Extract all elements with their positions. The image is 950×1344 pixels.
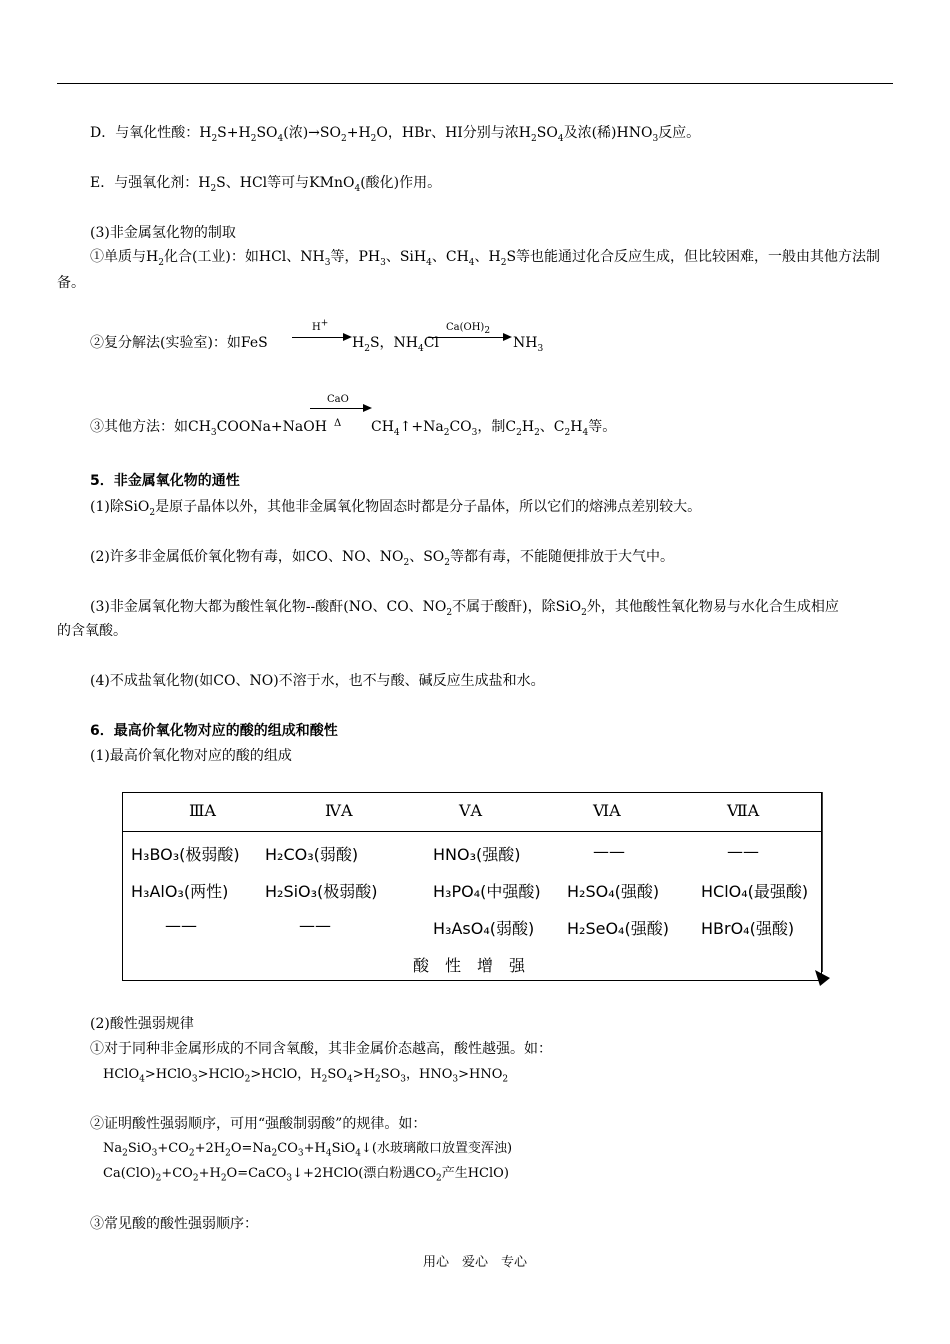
line-5-4: (4)不成盐氧化物(如CO、NO)不溶于水，也不与酸、碱反应生成盐和水。	[90, 673, 545, 689]
table-cell: HBrO₄(强酸)	[701, 919, 795, 938]
table-cell: HNO₃(强酸)	[433, 845, 521, 864]
table-cell: H₃AsO₄(弱酸)	[433, 919, 535, 938]
table-cell: ——	[593, 842, 625, 861]
line-3-1: ①单质与$H_2$化合(工业)：如HCl、$NH_3$等，$PH_3$、SiH$_4$、$CH_4$、$H_2S$等也能通过化合反应生成，但比较困难，一般由其他方法制	[90, 249, 881, 268]
formula-6-2-1: HClO$_4$>HClO$_3$>HClO$_2$>HClO，$H_2SO_4>H_2SO_3$，$HNO_3>HNO_2$	[103, 1067, 509, 1085]
line-6-2-2: ②证明酸性强弱顺序，可用“强酸制弱酸”的规律。如：	[90, 1116, 427, 1132]
line-3-2b: $H_2S$，$NH_4Cl$	[352, 335, 439, 354]
arrow-ca-oh: $Ca(OH)_2$	[428, 322, 514, 346]
table-header: ⅤA	[459, 801, 483, 820]
acidity-trend-label: 酸 性 增 强	[413, 956, 526, 975]
table-cell: ——	[165, 916, 197, 935]
table-header: ⅢA	[189, 801, 216, 820]
table-cell: HClO₄(最强酸)	[701, 882, 809, 901]
line-d: D．与氧化性酸：$H_2S+H_2SO_4$(浓)$\to SO_2+H_2O$，HBr、HI分别与浓$H_2SO_4$及浓(稀)$HNO_3$反应。	[90, 125, 701, 144]
table-cell: H₂SiO₃(极弱酸)	[265, 882, 378, 901]
table-cell: ——	[727, 842, 759, 861]
line-6-1: (1)最高价氧化物对应的酸的组成	[90, 748, 292, 764]
line-3-2a: ②复分解法(实验室)：如FeS	[90, 335, 268, 351]
acidity-trend-arrow	[812, 792, 834, 988]
line-e: E．与强氧化剂：$H_2S$、HCl等可与KMnO$_4$(酸化)作用。	[90, 175, 442, 194]
arrow-cao-heat: CaO Δ	[310, 394, 372, 434]
formula-6-2-2a: $Na_2SiO_3+CO_2+2H_2O=Na_2CO_3+H_4SiO_4↓$(水玻璃敞口放置变浑浊)	[103, 1141, 513, 1159]
table-cell: H₂CO₃(弱酸)	[265, 845, 359, 864]
line-5-2: (2)许多非金属低价氧化物有毒，如CO、NO、$NO_2$、$SO_2$等都有毒，不能随便排放于大气中。	[90, 549, 675, 568]
line-5-3: (3)非金属氧化物大都为酸性氧化物--酸酐(NO、CO、$NO_2$不属于酸酐)，除SiO$_2$外，其他酸性氧化物易与水化合生成相应	[90, 599, 839, 618]
line-6-2: (2)酸性强弱规律	[90, 1016, 194, 1032]
table-cell: H₃PO₄(中强酸)	[433, 882, 541, 901]
line-6-2-3: ③常见酸的酸性强弱顺序：	[90, 1216, 258, 1232]
line-5-3-cont: 的含氧酸。	[57, 623, 127, 639]
line-3-3a: ③其他方法：如$CH_3COONa+NaOH$	[90, 419, 327, 438]
line-5-1: (1)除SiO$_2$是原子晶体以外，其他非金属氧化物固态时都是分子晶体，所以它们的熔沸点差别较大。	[90, 499, 702, 518]
table-cell: H₃AlO₃(两性)	[131, 882, 229, 901]
header-rule	[57, 83, 893, 84]
line-3-1-cont: 备。	[57, 275, 85, 291]
line-3-3b: $CH_4↑+Na_2CO_3$，制$C_2H_2$、$C_2H_4$等。	[371, 419, 617, 438]
page-footer: 用心 爱心 专心	[422, 1255, 527, 1270]
table-cell: H₃BO₃(极弱酸)	[131, 845, 240, 864]
line-6-2-1: ①对于同种非金属形成的不同含氧酸，其非金属价态越高，酸性越强。如：	[90, 1041, 552, 1057]
line-3-2c: $NH_3$	[513, 335, 544, 354]
section-6-title: 6．最高价氧化物对应的酸的组成和酸性	[90, 723, 338, 739]
table-cell: H₂SO₄(强酸)	[567, 882, 660, 901]
table-header: ⅥA	[593, 801, 621, 820]
section-3-title: (3)非金属氢化物的制取	[90, 225, 236, 241]
arrow-h-plus: H+	[292, 322, 352, 346]
table-cell: H₂SeO₄(强酸)	[567, 919, 669, 938]
table-cell: ——	[299, 916, 331, 935]
section-5-title: 5．非金属氧化物的通性	[90, 473, 240, 489]
acid-table	[122, 792, 822, 981]
table-header: ⅦA	[727, 801, 760, 820]
table-header: ⅣA	[325, 801, 353, 820]
formula-6-2-2b: $Ca(ClO)_2+CO_2+H_2O=CaCO_3↓+2HClO$(漂白粉遇$CO_2$产生HClO)	[103, 1166, 509, 1184]
